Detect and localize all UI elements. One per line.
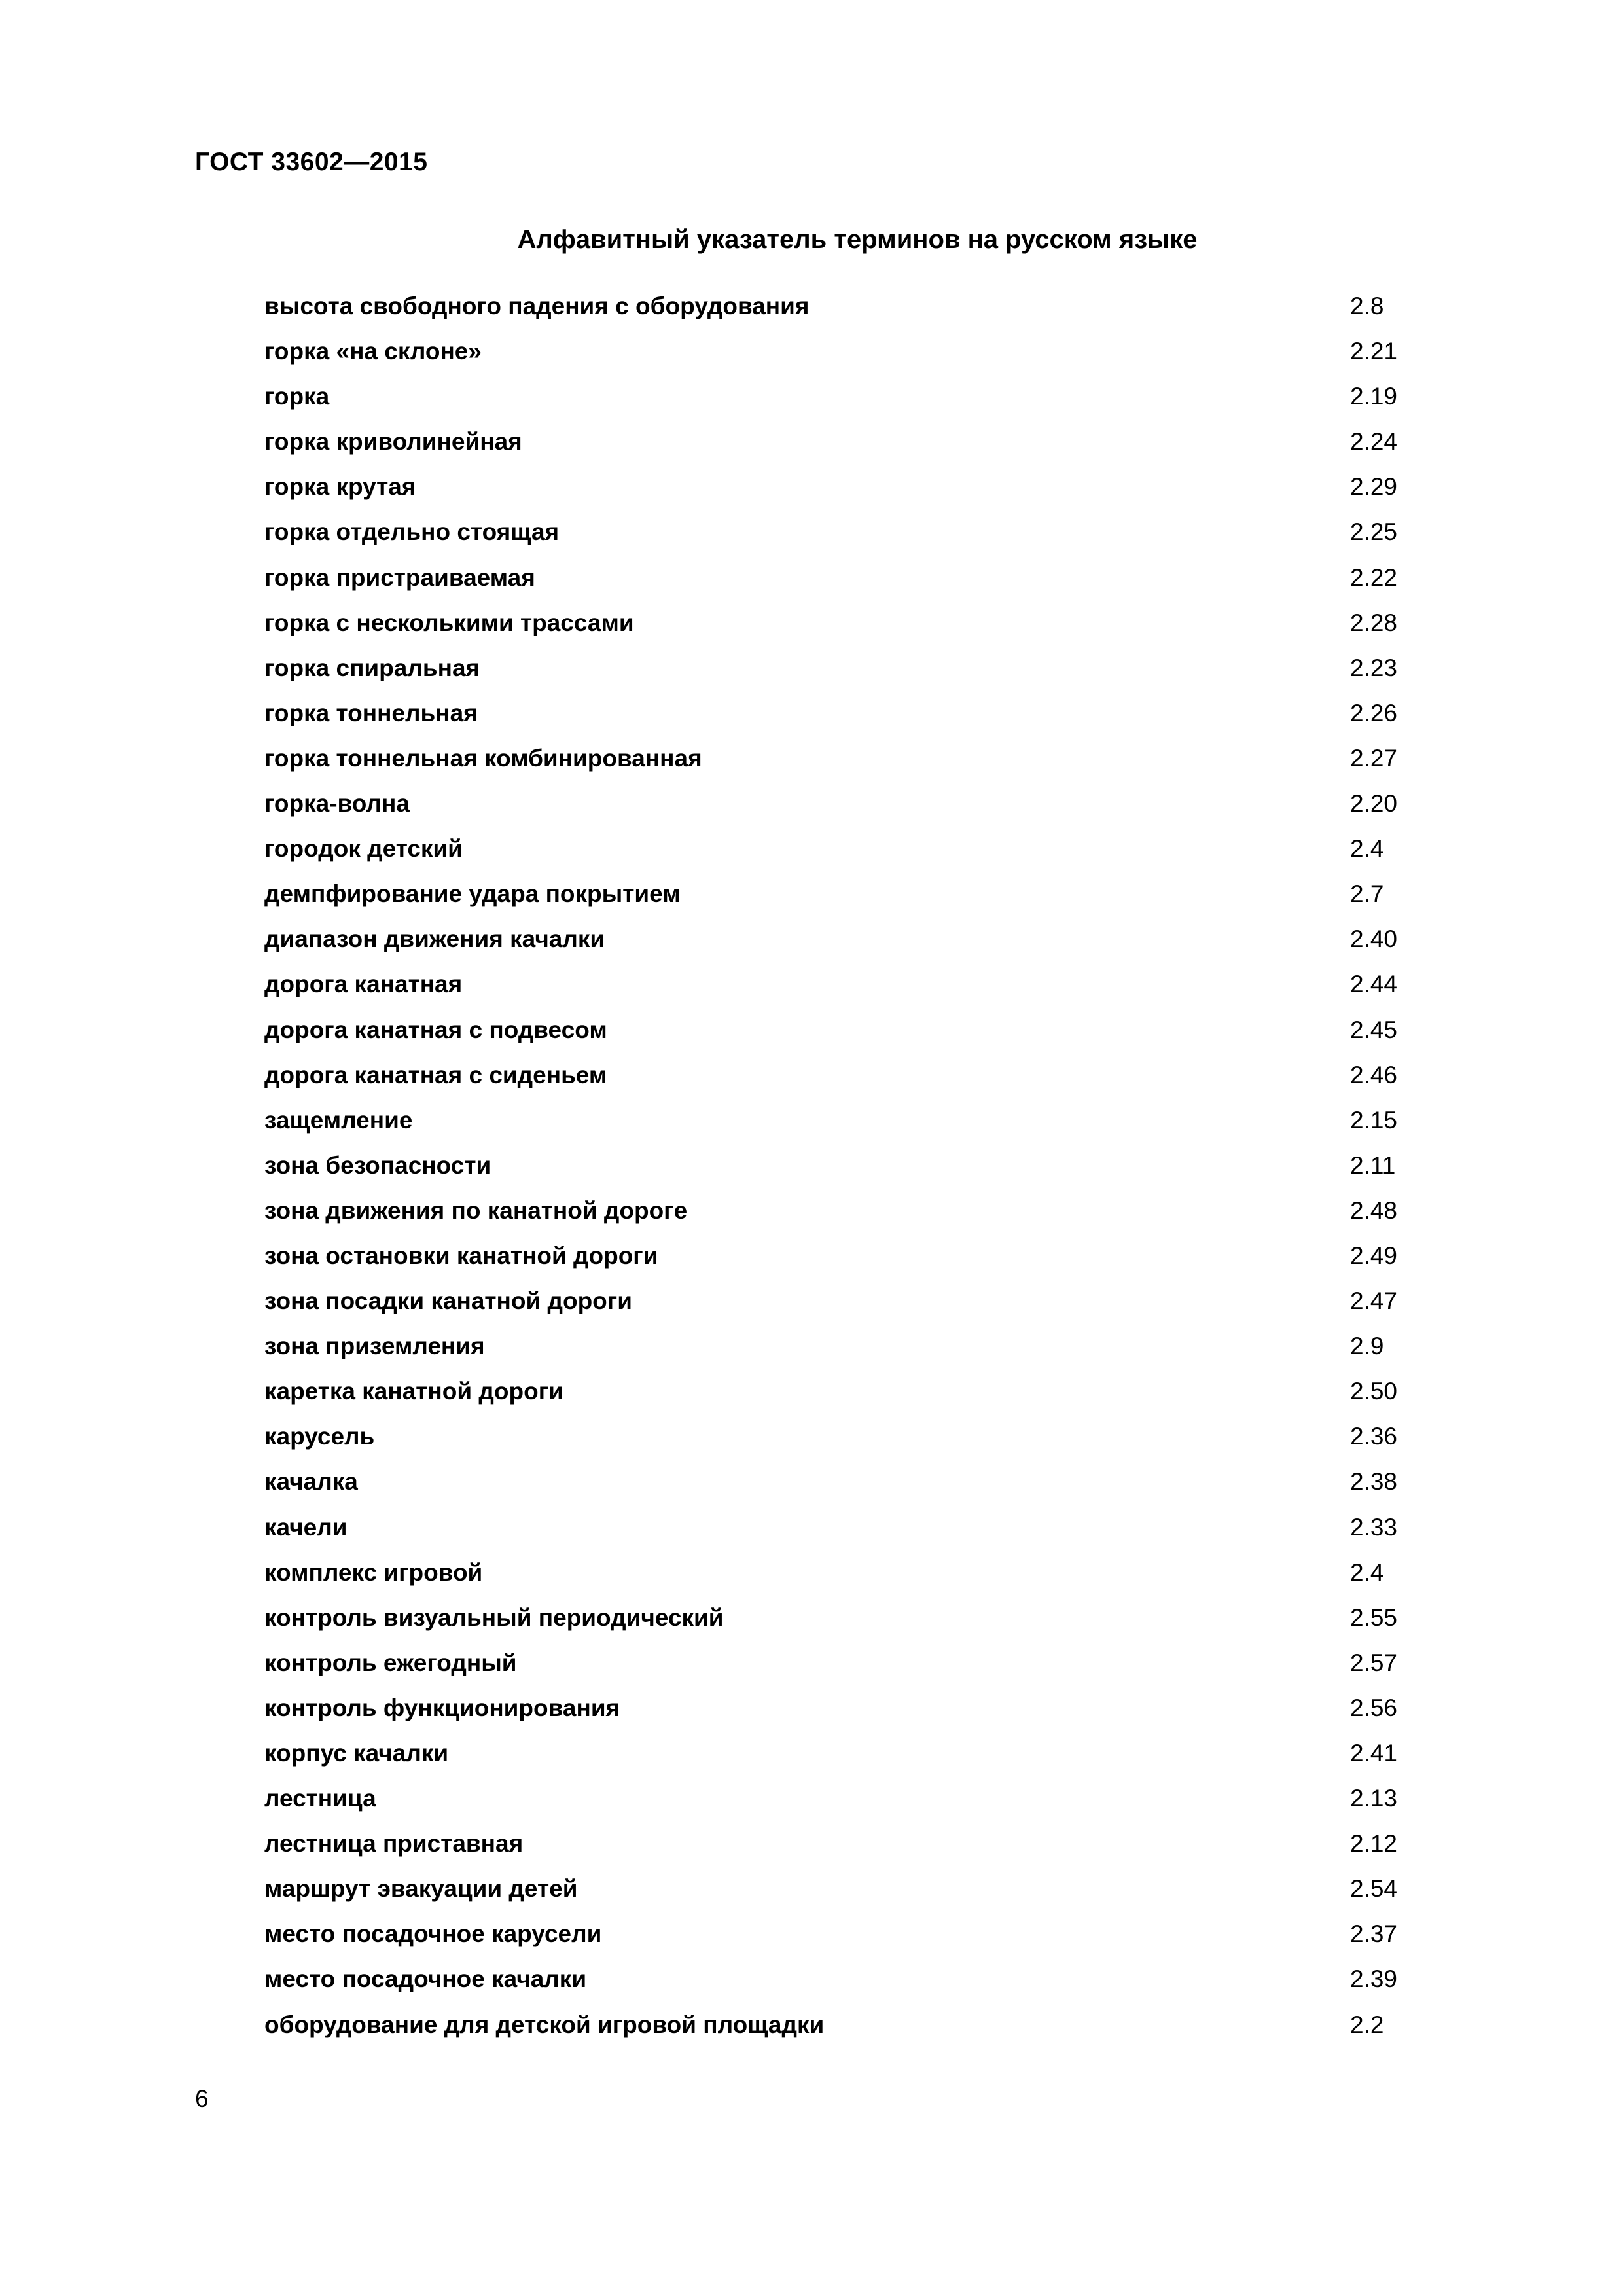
index-entry <box>0 1505 1623 1550</box>
index-term-reference: 2.15 <box>1350 1106 1398 1134</box>
index-entry <box>0 555 1623 600</box>
index-term: горка <box>264 383 330 410</box>
index-term-reference: 2.4 <box>1350 835 1384 863</box>
index-term-reference: 2.40 <box>1350 925 1398 953</box>
index-term: дорога канатная с сиденьем <box>264 1061 607 1088</box>
index-entry <box>0 600 1623 645</box>
index-entry <box>0 1007 1623 1052</box>
index-entry <box>0 419 1623 464</box>
index-entry <box>0 1233 1623 1278</box>
index-term: корпус качалки <box>264 1740 449 1767</box>
index-term: горка «на склоне» <box>264 338 482 365</box>
index-term-reference: 2.39 <box>1350 1965 1398 1993</box>
index-term-reference: 2.38 <box>1350 1468 1398 1496</box>
index-term-reference: 2.2 <box>1350 2011 1384 2038</box>
index-entry <box>0 1550 1623 1595</box>
index-term-reference: 2.19 <box>1350 383 1398 410</box>
index-term-reference: 2.54 <box>1350 1875 1398 1903</box>
index-entry <box>0 464 1623 509</box>
index-term-reference: 2.29 <box>1350 473 1398 501</box>
index-term: каретка канатной дороги <box>264 1378 563 1405</box>
index-term: горка спиральная <box>264 654 480 681</box>
index-entry <box>0 1866 1623 1911</box>
index-term-reference: 2.45 <box>1350 1016 1398 1043</box>
index-term-reference: 2.56 <box>1350 1694 1398 1721</box>
index-term-reference: 2.7 <box>1350 880 1384 908</box>
index-term-reference: 2.24 <box>1350 428 1398 456</box>
index-term: лестница <box>264 1785 376 1812</box>
index-entry <box>0 1911 1623 1956</box>
index-entry <box>0 1595 1623 1640</box>
index-term: зона остановки канатной дороги <box>264 1242 658 1269</box>
index-entry <box>0 1052 1623 1098</box>
index-term: диапазон движения качалки <box>264 925 605 953</box>
index-term-reference: 2.48 <box>1350 1196 1398 1224</box>
index-term: горка крутая <box>264 473 416 501</box>
document-header: ГОСТ 33602—2015 <box>195 148 428 176</box>
index-term-reference: 2.50 <box>1350 1378 1398 1405</box>
index-entry <box>0 826 1623 871</box>
index-term-reference: 2.27 <box>1350 744 1398 772</box>
index-term-reference: 2.49 <box>1350 1242 1398 1269</box>
index-term: дорога канатная с подвесом <box>264 1016 607 1043</box>
index-term-reference: 2.28 <box>1350 609 1398 636</box>
index-term: место посадочное карусели <box>264 1920 602 1948</box>
index-term: дорога канатная <box>264 971 463 998</box>
index-term-reference: 2.41 <box>1350 1740 1398 1767</box>
index-term: контроль визуальный периодический <box>264 1604 724 1631</box>
index-entry <box>0 961 1623 1007</box>
index-term: горка с несколькими трассами <box>264 609 634 636</box>
index-entry <box>0 1956 1623 2001</box>
index-entry <box>0 283 1623 329</box>
index-term: защемление <box>264 1106 413 1134</box>
index-entry <box>0 1731 1623 1776</box>
index-entry <box>0 736 1623 781</box>
index-entry <box>0 1323 1623 1369</box>
index-entry <box>0 1098 1623 1143</box>
index-term-reference: 2.55 <box>1350 1604 1398 1631</box>
index-term-reference: 2.21 <box>1350 338 1398 365</box>
index-term: маршрут эвакуации детей <box>264 1875 578 1903</box>
index-term: карусель <box>264 1423 375 1450</box>
index-term-reference: 2.33 <box>1350 1513 1398 1541</box>
index-term: место посадочное качалки <box>264 1965 587 1993</box>
index-term-reference: 2.37 <box>1350 1920 1398 1948</box>
index-term-reference: 2.25 <box>1350 518 1398 546</box>
index-entry <box>0 509 1623 554</box>
index-entry <box>0 645 1623 691</box>
page-number: 6 <box>195 2085 209 2112</box>
index-term: зона приземления <box>264 1333 485 1360</box>
index-term: качалка <box>264 1468 358 1496</box>
index-entry <box>0 329 1623 374</box>
index-term-reference: 2.20 <box>1350 790 1398 817</box>
index-term-reference: 2.23 <box>1350 654 1398 681</box>
index-term: горка-волна <box>264 790 410 817</box>
index-entry <box>0 1143 1623 1188</box>
index-term: контроль ежегодный <box>264 1649 517 1676</box>
index-term-reference: 2.11 <box>1350 1151 1396 1179</box>
index-term: горка отдельно стоящая <box>264 518 560 546</box>
index-title: Алфавитный указатель терминов на русском языке <box>517 225 1198 254</box>
index-term: городок детский <box>264 835 463 863</box>
index-entry <box>0 2002 1623 2047</box>
index-term: горка криволинейная <box>264 428 522 456</box>
index-term-reference: 2.46 <box>1350 1061 1398 1088</box>
index-term-reference: 2.13 <box>1350 1785 1398 1812</box>
index-entry <box>0 781 1623 826</box>
index-term: демпфирование удара покрытием <box>264 880 681 908</box>
index-term: зона движения по канатной дороге <box>264 1196 688 1224</box>
index-entry <box>0 374 1623 419</box>
index-entry <box>0 1278 1623 1323</box>
index-term: горка тоннельная комбинированная <box>264 744 702 772</box>
index-entry <box>0 1640 1623 1685</box>
index-term-reference: 2.22 <box>1350 564 1398 591</box>
index-entry <box>0 1459 1623 1504</box>
index-term: горка тоннельная <box>264 699 478 726</box>
index-term-reference: 2.4 <box>1350 1558 1384 1586</box>
index-term: горка пристраиваемая <box>264 564 535 591</box>
index-term: зона безопасности <box>264 1151 491 1179</box>
index-term-reference: 2.8 <box>1350 293 1384 319</box>
index-term-reference: 2.36 <box>1350 1423 1398 1450</box>
index-term: оборудование для детской игровой площадки <box>264 2011 825 2038</box>
index-term-reference: 2.12 <box>1350 1830 1398 1857</box>
index-entry <box>0 1685 1623 1731</box>
index-term-reference: 2.26 <box>1350 699 1398 726</box>
index-entry <box>0 1188 1623 1233</box>
index-term-reference: 2.44 <box>1350 971 1398 998</box>
index-term-reference: 2.47 <box>1350 1287 1398 1315</box>
index-entry <box>0 1414 1623 1459</box>
index-term: контроль функционирования <box>264 1694 620 1721</box>
index-term: зона посадки канатной дороги <box>264 1287 632 1315</box>
index-entry <box>0 691 1623 736</box>
index-term: комплекс игровой <box>264 1558 483 1586</box>
index-entry <box>0 916 1623 961</box>
index-entry <box>0 1821 1623 1866</box>
index-term-reference: 2.9 <box>1350 1333 1384 1360</box>
index-term-reference: 2.57 <box>1350 1649 1398 1676</box>
index-entry <box>0 1776 1623 1821</box>
index-term: высота свободного падения с оборудования <box>264 293 810 319</box>
index-term: качели <box>264 1513 348 1541</box>
index-term: лестница приставная <box>264 1830 524 1857</box>
term-index-list <box>0 283 1623 2047</box>
index-entry <box>0 871 1623 916</box>
index-entry <box>0 1369 1623 1414</box>
